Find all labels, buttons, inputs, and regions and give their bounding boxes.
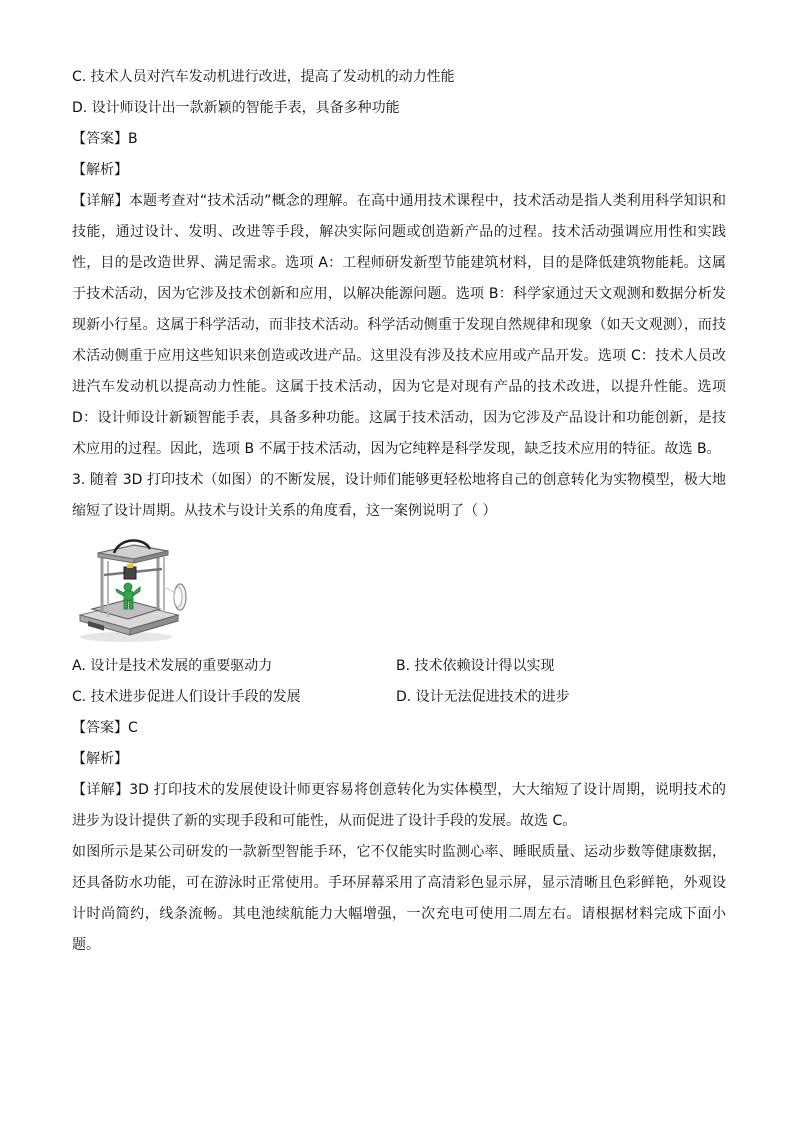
material-paragraph: 如图所示是某公司研发的一款新型智能手环，它不仅能实时监测心率、睡眠质量、运动步数等健康数据，还具备防水功能，可在游泳时正常使用。手环屏幕采用了高清彩色显示屏，显示清晰且色彩鲜艳，外观设计时尚简约，线条流畅。其电池续航能力大幅增强，一次充电可使用二周左右。请根据材料完成下面小题。 bbox=[72, 844, 726, 953]
detail-q2 bbox=[72, 186, 726, 465]
3d-printer-image bbox=[74, 537, 196, 643]
document-page bbox=[72, 62, 726, 961]
option-a-q3: A. 设计是技术发展的重要驱动力 bbox=[72, 658, 273, 674]
option-d-q3: D. 设计无法促进技术的进步 bbox=[396, 689, 570, 705]
option-d-q2: D. 设计师设计出一款新颖的智能手表，具备多种功能 bbox=[72, 100, 400, 116]
question-3-stem: 3. 随着 3D 打印技术（如图）的不断发展，设计师们能够更轻松地将自己的创意转化为实物模型，极大地缩短了设计周期。从技术与设计关系的角度看，这一案例说明了（ ） bbox=[72, 472, 726, 519]
detail-tag-q3: 【详解】 bbox=[72, 782, 130, 798]
options-row-2 bbox=[72, 682, 726, 713]
analysis-label-q2: 【解析】 bbox=[72, 162, 128, 178]
option-c-q2: C. 技术人员对汽车发动机进行改进，提高了发动机的动力性能 bbox=[72, 69, 455, 85]
option-c-q3: C. 技术进步促进人们设计手段的发展 bbox=[72, 689, 301, 705]
options-row-1 bbox=[72, 651, 726, 682]
detail-text-q2: 本题考查对“技术活动”概念的理解。在高中通用技术课程中，技术活动是指人类利用科学知识和技能，通过设计、发明、改进等手段，解决实际问题或创造新产品的过程。技术活动强调应用性和实践性，目的是改造世界、满足需求。选项 A：工程师研发新型节能建筑材料，目的是降低建筑物能耗。这属于技术活动，因为它涉及技术创新和应用，以解决能源问题。选项 B：科学家通过天文观测和数据分析发现新小行星。这属于科学活动，而非技术活动。科学活动侧重于发现自然规律和现象（如天文观测），而技术活动侧重于应用这些知识来创造或改进产品。这里没有涉及技术应用或产品开发。选项 C：技术人员改进汽车发动机以提高动力性能。这属于技术活动，因为它是对现有产品的技术改进，以提升性能。选项 D：设计师设计新颖智能手表，具备多种功能。这属于技术活动，因为它涉及产品设计和功能创新，是技术应用的过程。因此，选项 B 不属于技术活动，因为它纯粹是科学发现，缺乏技术应用的特征。故选 B。 bbox=[72, 193, 726, 457]
answer-q2: 【答案】B bbox=[72, 131, 138, 147]
detail-text-q3: 3D 打印技术的发展使设计师更容易将创意转化为实体模型，大大缩短了设计周期，说明技术的进步为设计提供了新的实现手段和可能性，从而促进了设计手段的发展。故选 C。 bbox=[72, 782, 727, 829]
detail-q3 bbox=[72, 775, 726, 837]
detail-tag-q2: 【详解】 bbox=[72, 193, 129, 209]
analysis-label-q3: 【解析】 bbox=[72, 751, 128, 767]
option-b-q3: B. 技术依赖设计得以实现 bbox=[396, 658, 555, 674]
answer-q3: 【答案】C bbox=[72, 720, 138, 736]
